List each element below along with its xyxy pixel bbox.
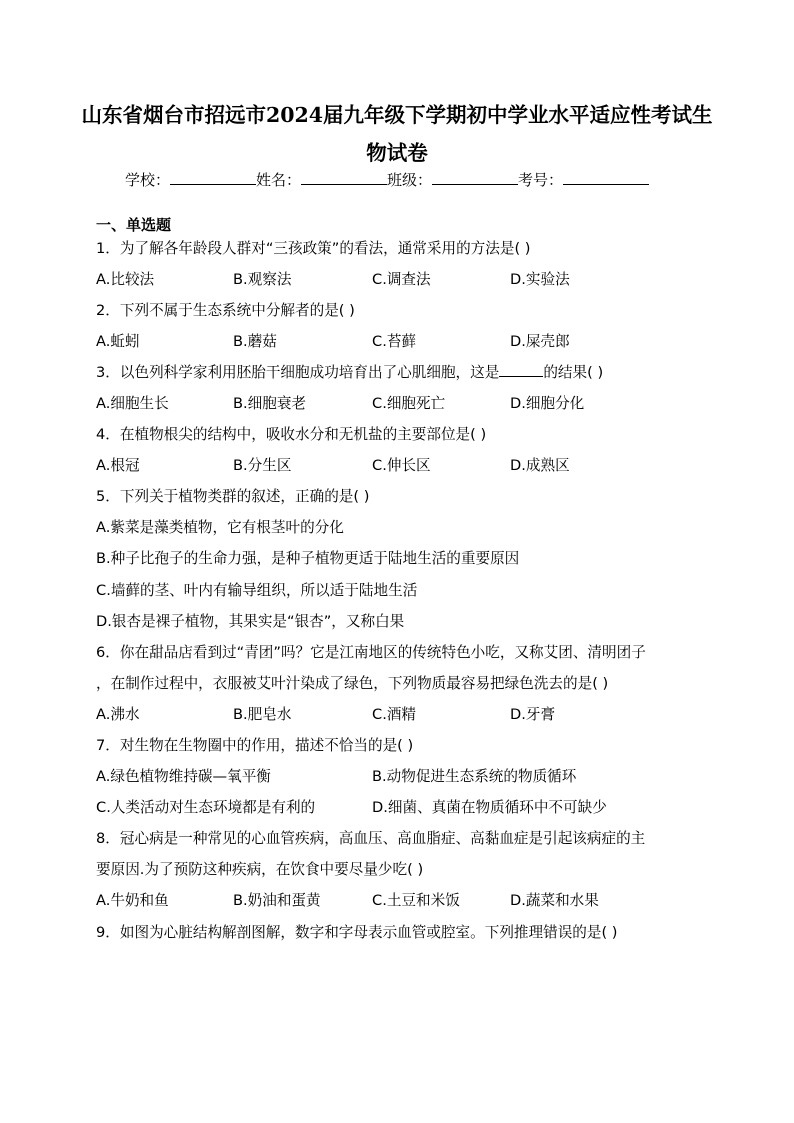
- option-d[interactable]: D.蔬菜和水果: [510, 892, 599, 909]
- option-a[interactable]: A.牛奶和鱼: [96, 892, 169, 909]
- question-5-stem: 5．下列关于植物类群的叙述，正确的是( ): [96, 488, 370, 505]
- school-label: 学校：: [125, 171, 171, 189]
- option-d[interactable]: D.细胞分化: [510, 395, 585, 412]
- question-2-stem: 2．下列不属于生态系统中分解者的是( ): [96, 302, 355, 319]
- question-7-stem: 7．对生物在生物圈中的作用，描述不恰当的是( ): [96, 737, 414, 754]
- option-a[interactable]: A.绿色植物维持碳—氧平衡: [96, 768, 271, 785]
- question-8-stem-continued: 要原因.为了预防这种疾病，在饮食中要尽量少吃( ): [96, 861, 424, 878]
- fill-in-blank[interactable]: [499, 362, 543, 377]
- option-b[interactable]: B.肥皂水: [233, 706, 292, 723]
- option-c[interactable]: C.土豆和米饭: [372, 892, 460, 909]
- option-c[interactable]: C.苔藓: [372, 333, 417, 350]
- class-label: 班级：: [387, 171, 433, 189]
- option-b[interactable]: B.奶油和蛋黄: [233, 892, 321, 909]
- question-3-options: [96, 393, 716, 415]
- option-d[interactable]: D.牙膏: [510, 706, 556, 723]
- option-d[interactable]: D.银杏是裸子植物，其果实是“银杏”，又称白果: [96, 613, 405, 630]
- option-d[interactable]: D.屎壳郎: [510, 333, 570, 350]
- option-c[interactable]: C.人类活动对生态环境都是有利的: [96, 799, 316, 816]
- student-info-row: [125, 170, 649, 190]
- option-b[interactable]: B.动物促进生态系统的物质循环: [372, 768, 577, 785]
- question-2-options: [96, 331, 716, 353]
- option-b[interactable]: B.观察法: [233, 271, 292, 288]
- option-a[interactable]: A.比较法: [96, 271, 155, 288]
- option-a[interactable]: A.细胞生长: [96, 395, 169, 412]
- option-d[interactable]: D.实验法: [510, 271, 570, 288]
- question-7-options-row-2: [96, 797, 716, 819]
- option-a[interactable]: A.根冠: [96, 457, 140, 474]
- section-heading: 一、单选题: [96, 216, 172, 234]
- number-blank[interactable]: [563, 170, 649, 185]
- option-d[interactable]: D.细菌、真菌在物质循环中不可缺少: [372, 799, 607, 816]
- question-1-options: [96, 269, 716, 291]
- option-c[interactable]: C.伸长区: [372, 457, 431, 474]
- number-label: 考号：: [518, 171, 564, 189]
- option-c[interactable]: C.调查法: [372, 271, 431, 288]
- option-a[interactable]: A.沸水: [96, 706, 140, 723]
- school-blank[interactable]: [170, 170, 256, 185]
- question-8-options: [96, 890, 716, 912]
- question-6-stem: 6．你在甜品店看到过“青团”吗？它是江南地区的传统特色小吃，又称艾团、清明团子: [96, 644, 646, 661]
- question-9-stem: 9．如图为心脏结构解剖图解，数字和字母表示血管或腔室。下列推理错误的是( ): [96, 924, 618, 941]
- question-3-stem-part-2: 的结果( ): [543, 364, 604, 381]
- option-a[interactable]: A.蚯蚓: [96, 333, 140, 350]
- question-3-stem-part-1: 3．以色列科学家利用胚胎干细胞成功培育出了心肌细胞，这是: [96, 364, 500, 381]
- option-b[interactable]: B.细胞衰老: [233, 395, 307, 412]
- option-b[interactable]: B.种子比孢子的生命力强，是种子植物更适于陆地生活的重要原因: [96, 550, 520, 567]
- option-c[interactable]: C.细胞死亡: [372, 395, 446, 412]
- option-c[interactable]: C.酒精: [372, 706, 417, 723]
- question-4-options: [96, 455, 716, 477]
- option-b[interactable]: B.分生区: [233, 457, 292, 474]
- question-8-stem: 8．冠心病是一种常见的心血管疾病，高血压、高血脂症、高黏血症是引起该病症的主: [96, 830, 646, 847]
- option-b[interactable]: B.蘑菇: [233, 333, 277, 350]
- name-blank[interactable]: [301, 170, 387, 185]
- question-6-stem-continued: ，在制作过程中，衣服被艾叶汁染成了绿色，下列物质最容易把绿色洗去的是( ): [96, 675, 609, 692]
- class-blank[interactable]: [432, 170, 518, 185]
- option-a[interactable]: A.紫菜是藻类植物，它有根茎叶的分化: [96, 519, 344, 536]
- option-d[interactable]: D.成熟区: [510, 457, 570, 474]
- page-title: [80, 96, 714, 172]
- option-c[interactable]: C.墙藓的茎、叶内有输导组织，所以适于陆地生活: [96, 582, 418, 599]
- title-line-2: 物试卷: [366, 141, 428, 165]
- name-label: 姓名：: [256, 171, 302, 189]
- question-3-stem: [96, 362, 603, 384]
- question-1-stem: 1．为了解各年龄段人群对“三孩政策”的看法，通常采用的方法是( ): [96, 240, 531, 257]
- question-7-options-row-1: [96, 766, 716, 788]
- question-6-options: [96, 704, 716, 726]
- question-4-stem: 4．在植物根尖的结构中，吸收水分和无机盐的主要部位是( ): [96, 426, 487, 443]
- title-line-1: 山东省烟台市招远市2024届九年级下学期初中学业水平适应性考试生: [81, 103, 713, 127]
